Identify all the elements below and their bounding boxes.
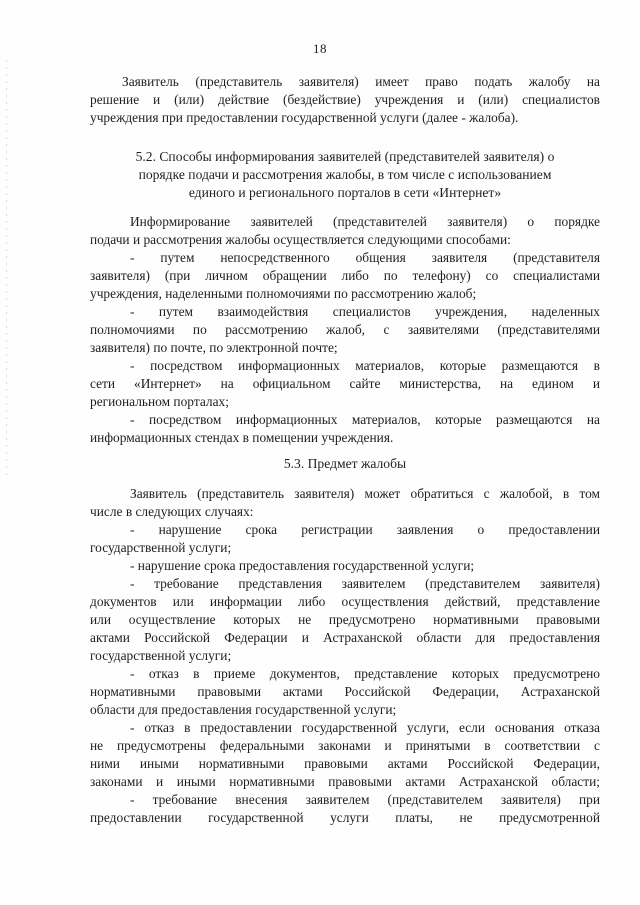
section-5-2-line: региональном порталах; bbox=[90, 394, 229, 409]
section-5-2-heading: порядке подачи и рассмотрения жалобы, в том числе с использованием bbox=[138, 167, 552, 182]
section-5-3-line: числе в следующих случаях: bbox=[90, 504, 254, 519]
section-5-3-line: государственной услуги; bbox=[90, 540, 232, 555]
section-5-2-line: - путем непосредственного общения заявителя (представителя bbox=[130, 250, 600, 265]
page-number: 18 bbox=[313, 41, 327, 56]
section-5-3-line: - требование внесения заявителем (представителем заявителя) при bbox=[130, 792, 600, 807]
section-5-2-heading: единого и регионального порталов в сети «Интернет» bbox=[188, 185, 502, 200]
section-5-3-line: предоставлении государственной услуги платы, не предусмотренной bbox=[90, 810, 600, 825]
section-5-3-line: законами и иными нормативными правовыми актами Астраханской области; bbox=[90, 774, 600, 789]
section-5-3-line: государственной услуги; bbox=[90, 648, 232, 663]
section-5-2-line: информационных стендах в помещении учреждения. bbox=[90, 430, 394, 445]
section-5-3-line: Заявитель (представитель заявителя) может обратиться с жалобой, в том bbox=[130, 486, 600, 501]
section-5-3-line: не предусмотрены федеральными законами и принятыми в соответствии с bbox=[90, 738, 600, 753]
section-5-3-line: нормативными правовыми актами Российской Федерации, Астраханской bbox=[90, 684, 600, 699]
section-5-2-line: - посредством информационных материалов, которые размещаются в bbox=[130, 358, 600, 373]
section-5-3-line: или осуществление которых не предусмотрено нормативными правовыми bbox=[90, 612, 600, 627]
section-5-2-line: заявителя) по почте, по электронной почте; bbox=[90, 340, 338, 355]
section-5-2-line: сети «Интернет» на официальном сайте министерства, на едином и bbox=[90, 376, 600, 391]
section-5-3-line: актами Российской Федерации и Астраханской области для предоставления bbox=[90, 630, 600, 645]
section-5-3-line: ними иными нормативными правовыми актами Российской Федерации, bbox=[90, 756, 600, 771]
section-5-2-line: заявителя) (при личном обращении либо по телефону) со специалистами bbox=[90, 268, 600, 283]
section-5-2-line: - посредством информационных материалов, которые размещаются на bbox=[130, 412, 600, 427]
intro-line: Заявитель (представитель заявителя) имеет право подать жалобу на bbox=[122, 74, 600, 89]
section-5-3-heading: 5.3. Предмет жалобы bbox=[283, 456, 407, 471]
section-5-3-line: - нарушение срока регистрации заявления о предоставлении bbox=[130, 522, 600, 537]
section-5-3-line: документов или информации либо осуществления действий, представление bbox=[90, 594, 600, 609]
section-5-2-line: подачи и рассмотрения жалобы осуществляется следующими способами: bbox=[90, 232, 511, 247]
section-5-3-line: - требование представления заявителем (представителем заявителя) bbox=[130, 576, 600, 591]
section-5-3-line: - нарушение срока предоставления государственной услуги; bbox=[130, 558, 475, 573]
section-5-3-line: - отказ в предоставлении государственной услуги, если основания отказа bbox=[130, 720, 600, 735]
section-5-3-line: области для предоставления государственной услуги; bbox=[90, 702, 397, 717]
intro-line: учреждения при предоставлении государственной услуги (далее - жалоба). bbox=[90, 110, 519, 125]
section-5-2-line: - путем взаимодействия специалистов учреждения, наделенных bbox=[130, 304, 600, 319]
scan-edge-artifact bbox=[6, 60, 7, 480]
section-5-2-line: Информирование заявителей (представителей заявителя) о порядке bbox=[130, 214, 600, 229]
section-5-2-line: полномочиями по рассмотрению жалоб, с заявителями (представителями bbox=[90, 322, 600, 337]
section-5-2-heading: 5.2. Способы информирования заявителей (представителей заявителя) о bbox=[135, 149, 555, 164]
intro-line: решение и (или) действие (бездействие) учреждения и (или) специалистов bbox=[90, 92, 600, 107]
section-5-3-line: - отказ в приеме документов, представление которых предусмотрено bbox=[130, 666, 600, 681]
section-5-2-line: учреждения, наделенными полномочиями по рассмотрению жалоб; bbox=[90, 286, 477, 301]
